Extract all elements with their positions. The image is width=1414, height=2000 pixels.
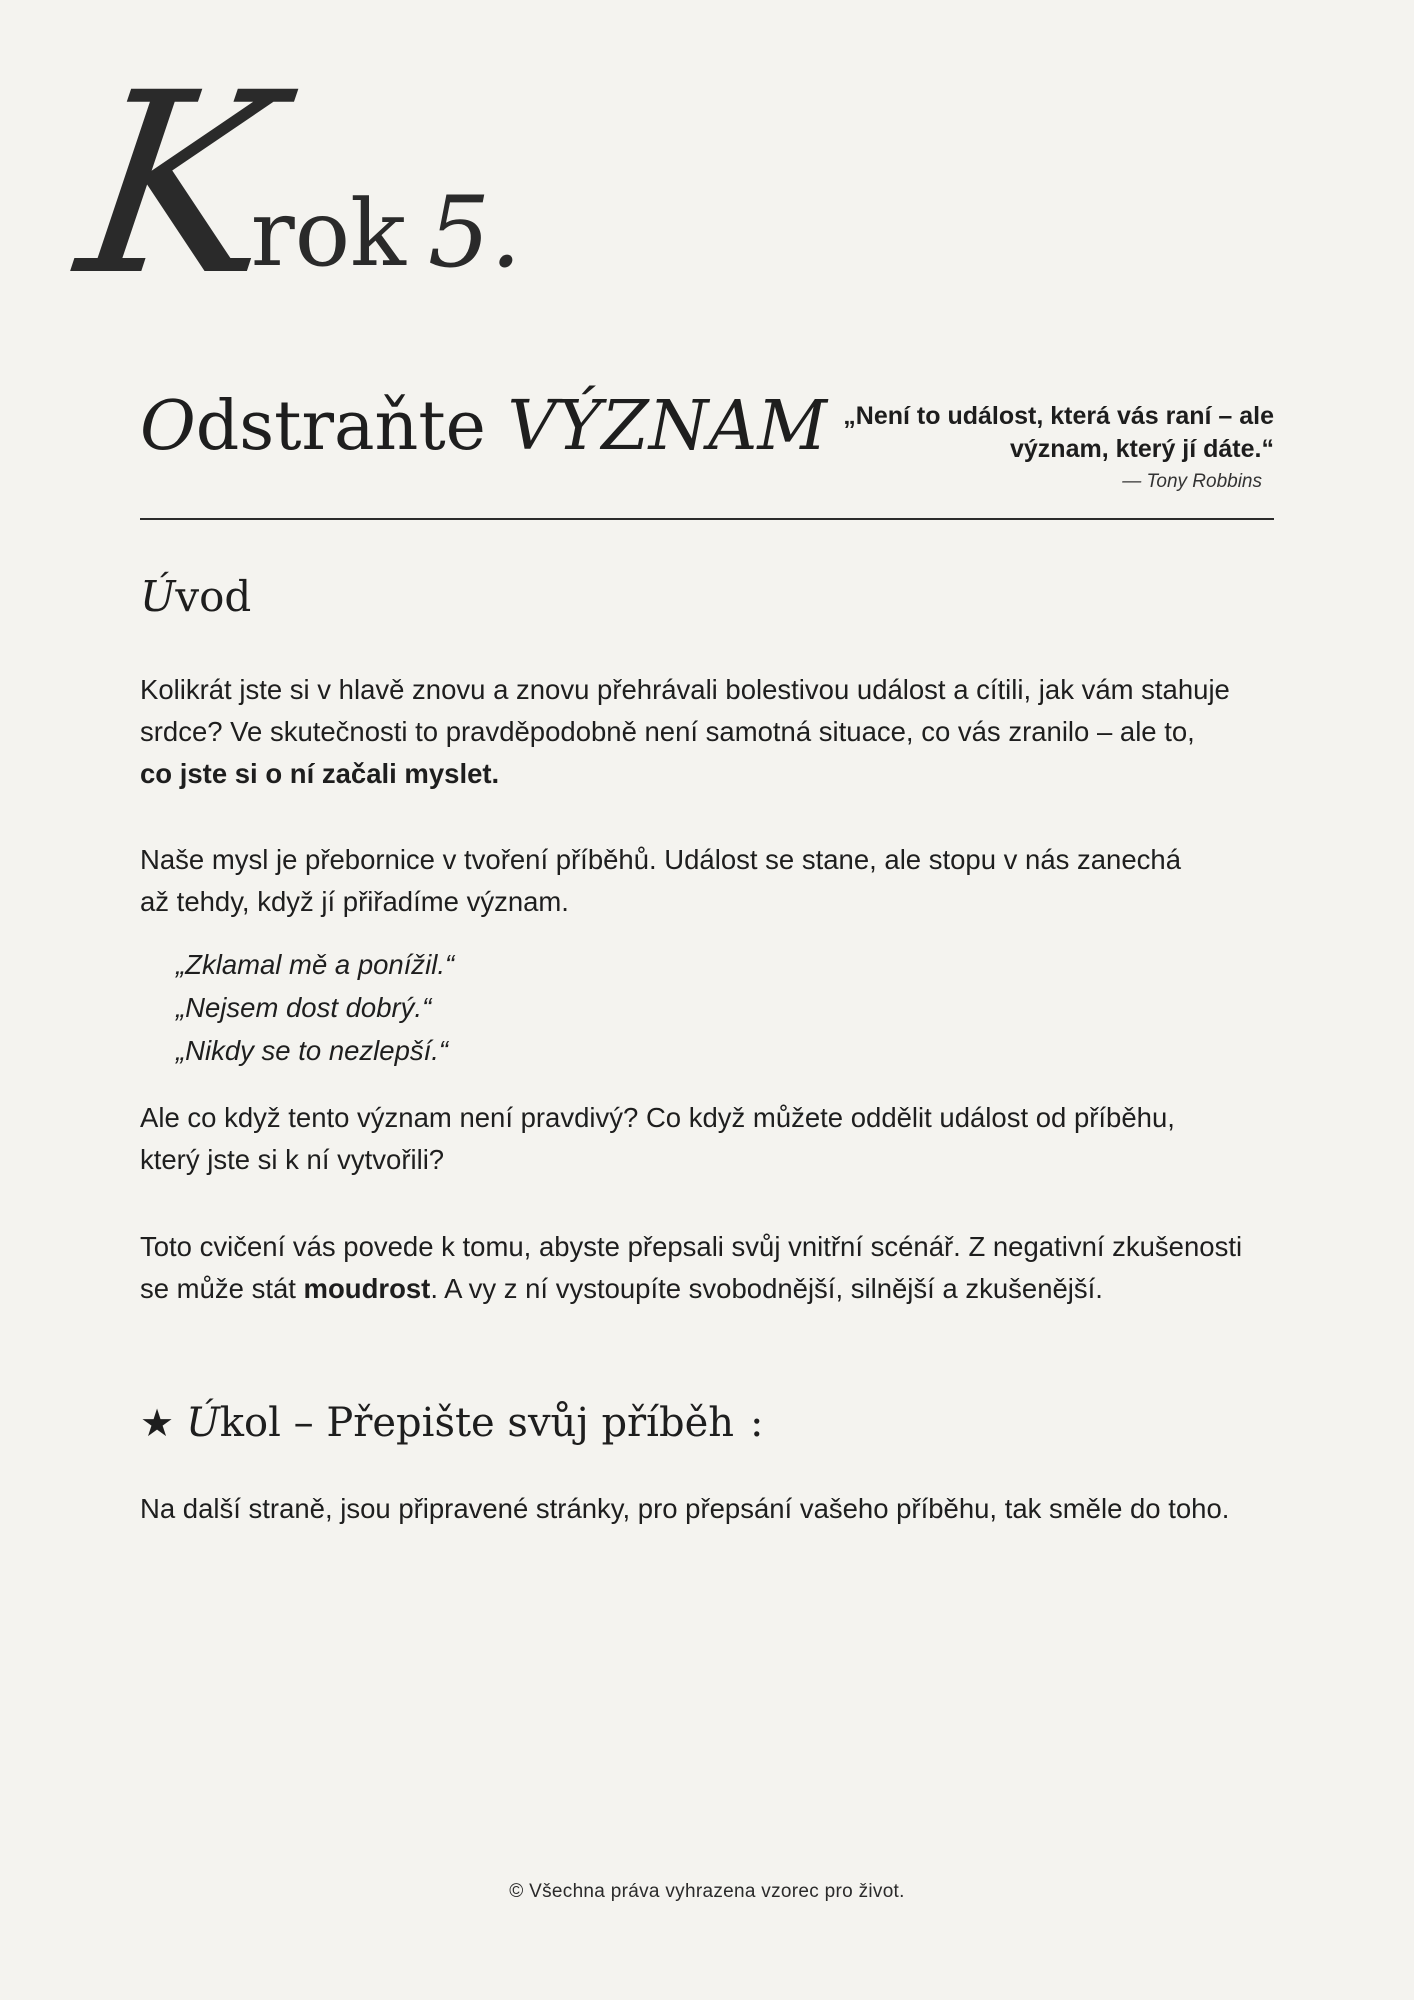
divider [140, 518, 1274, 520]
section-heading-initial: O [140, 387, 196, 466]
intro-heading-initial: Ú [140, 572, 176, 621]
section-heading-word: dstraňte [195, 387, 486, 466]
quote-author: — Tony Robbins [1122, 471, 1262, 492]
intro-paragraph-2-line-2: až tehdy, když jí přiřadíme význam. [140, 886, 569, 917]
quote-text: „Není to událost, která vás raní – ale význam, který jí dáte.“ [843, 402, 1274, 463]
example-quote: „Nejsem dost dobrý.“ [176, 992, 432, 1023]
intro-heading [140, 572, 251, 621]
intro-paragraph-4 [140, 1226, 1290, 1310]
intro-paragraph-3-line-2: který jste si k ní vytvořili? [140, 1144, 445, 1175]
title-initial: K [65, 39, 290, 330]
footer-copyright: © Všechna práva vyhrazena vzorec pro život. [509, 1881, 905, 1902]
task-heading-rest: kol – Přepište svůj příběh [219, 1400, 734, 1446]
intro-paragraph-3-line-1: Ale co když tento význam není pravdivý? Co když můžete oddělit událost od příběhu, [140, 1102, 1175, 1133]
intro-paragraph-1 [140, 669, 1290, 795]
title-word: rok [250, 180, 406, 287]
intro-paragraph-2 [140, 839, 1290, 923]
task-heading [140, 1400, 763, 1446]
title-number: 5. [427, 176, 522, 290]
intro-paragraph-1-text: Kolikrát jste si v hlavě znovu a znovu přehrávali bolestivou událost a cítili, jak vám stahuje srdce? Ve skutečnosti to pravděpodobně není samotná situace, co vás zranilo – ale to, [140, 674, 1230, 747]
example-quotes [176, 943, 454, 1072]
task-heading-colon: : [750, 1400, 764, 1446]
example-quote: „Nikdy se to nezlepší.“ [176, 1035, 449, 1066]
intro-paragraph-4-line-1: Toto cvičení vás povede k tomu, abyste přepsali svůj vnitřní scénář. Z negativní zkušenosti [140, 1231, 1243, 1262]
intro-paragraph-4-after: . A vy z ní vystoupíte svobodnější, silnější a zkušenější. [430, 1273, 1103, 1304]
intro-paragraph-1-bold: co jste si o ní začali myslet. [140, 758, 500, 789]
section-heading [140, 387, 828, 466]
intro-heading-rest: vod [175, 572, 252, 621]
epigraph-quote [794, 400, 1274, 493]
task-heading-initial: Ú [186, 1400, 220, 1446]
intro-paragraph-4-before: se může stát [140, 1273, 296, 1304]
page-title [65, 39, 522, 330]
section-heading-emphasis: VÝZNAM [507, 387, 828, 466]
intro-paragraph-3 [140, 1097, 1290, 1181]
task-text: Na další straně, jsou připravené stránky, pro přepsání vašeho příběhu, tak směle do toho. [140, 1493, 1230, 1524]
example-quote: „Zklamal mě a ponížil.“ [176, 949, 455, 980]
star-icon: ★ [140, 1401, 175, 1445]
intro-paragraph-4-bold: moudrost [303, 1273, 431, 1304]
intro-paragraph-2-line-1: Naše mysl je přebornice v tvoření příběhů. Událost se stane, ale stopu v nás zanechá [140, 844, 1181, 875]
